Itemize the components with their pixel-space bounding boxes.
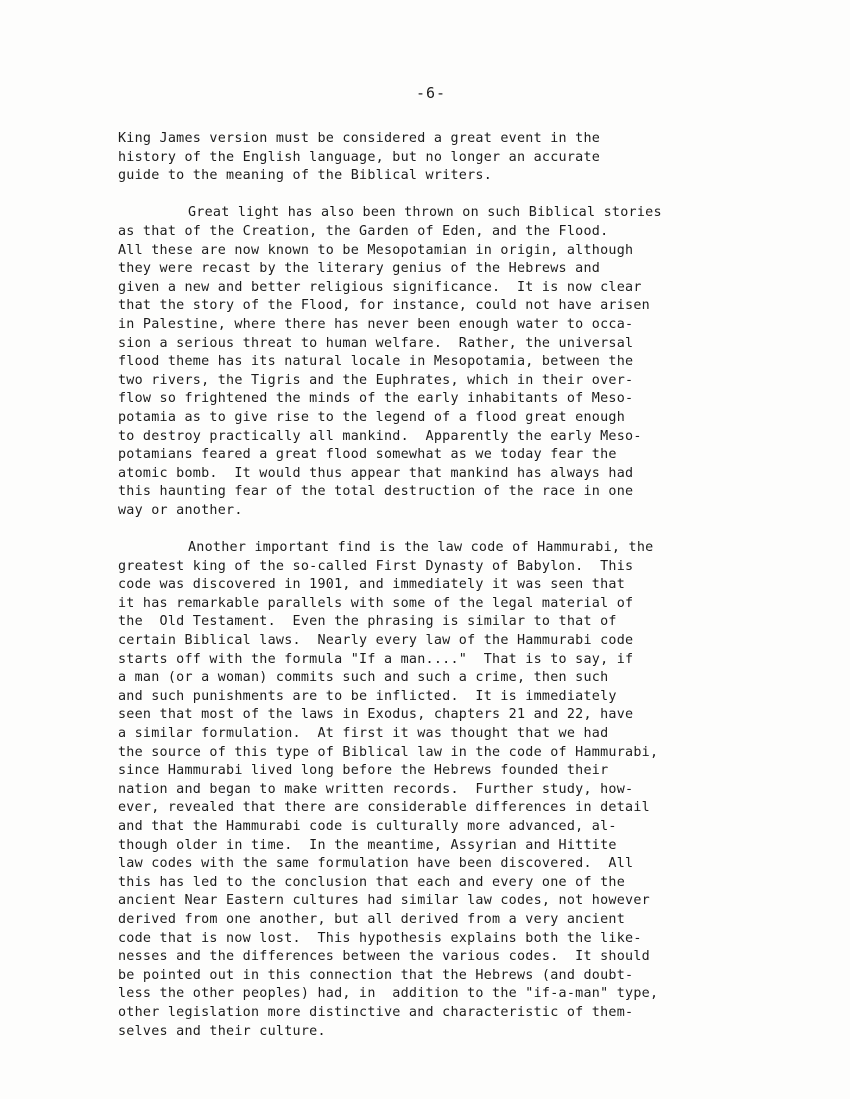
text-line: law codes with the same formulation have been discovered. All bbox=[118, 856, 634, 872]
text-line: the Old Testament. Even the phrasing is similar to that of bbox=[118, 614, 617, 630]
text-line: ever, revealed that there are considerable differences in detail bbox=[118, 800, 650, 816]
text-line: atomic bomb. It would thus appear that mankind has always had bbox=[118, 465, 634, 481]
text-line: derived from one another, but all derived from a very ancient bbox=[118, 911, 626, 927]
text-line: less the other peoples) had, in addition to the "if-a-man" type, bbox=[118, 986, 659, 1002]
paragraph-spacer bbox=[118, 520, 798, 539]
body-text bbox=[118, 130, 798, 1041]
text-line: seen that most of the laws in Exodus, chapters 21 and 22, have bbox=[118, 707, 634, 723]
text-line: this haunting fear of the total destruction of the race in one bbox=[118, 484, 634, 500]
text-line: given a new and better religious significance. It is now clear bbox=[118, 279, 642, 295]
text-line: to destroy practically all mankind. Apparently the early Meso- bbox=[118, 428, 642, 444]
text-line: guide to the meaning of the Biblical writers. bbox=[118, 168, 493, 184]
text-line: starts off with the formula "If a man...." That is to say, if bbox=[118, 651, 634, 667]
text-line: it has remarkable parallels with some of the legal material of bbox=[118, 595, 634, 611]
text-line: nation and began to make written records. Further study, how- bbox=[118, 781, 634, 797]
text-line: they were recast by the literary genius of the Hebrews and bbox=[118, 261, 601, 277]
text-line: King James version must be considered a great event in the bbox=[118, 131, 601, 146]
text-line: though older in time. In the meantime, Assyrian and Hittite bbox=[118, 837, 617, 853]
paragraph-continuation bbox=[118, 130, 798, 186]
text-line: ancient Near Eastern cultures had similar law codes, not however bbox=[118, 893, 650, 909]
paragraph-hammurabi-code bbox=[118, 539, 798, 1041]
text-line: two rivers, the Tigris and the Euphrates, which in their over- bbox=[118, 372, 634, 388]
text-line: nesses and the differences between the various codes. It should bbox=[118, 949, 650, 965]
text-line: Another important find is the law code of Hammurabi, the bbox=[188, 540, 654, 556]
text-line: this has led to the conclusion that each and every one of the bbox=[118, 874, 626, 890]
text-line: other legislation more distinctive and characteristic of them- bbox=[118, 1004, 634, 1020]
text-line: history of the English language, but no longer an accurate bbox=[118, 149, 601, 165]
text-line: flow so frightened the minds of the early inhabitants of Meso- bbox=[118, 391, 634, 407]
text-line: a similar formulation. At first it was thought that we had bbox=[118, 726, 609, 741]
text-line: certain Biblical laws. Nearly every law of the Hammurabi code bbox=[118, 633, 634, 649]
paragraph-flood-stories bbox=[118, 204, 798, 520]
text-line: Great light has also been thrown on such Biblical stories bbox=[188, 205, 662, 221]
text-line: All these are now known to be Mesopotamian in origin, although bbox=[118, 242, 634, 258]
page-number: -6- bbox=[415, 84, 447, 102]
paragraph-spacer bbox=[118, 186, 798, 205]
text-line: be pointed out in this connection that the Hebrews (and doubt- bbox=[118, 967, 634, 983]
text-line: that the story of the Flood, for instance, could not have arisen bbox=[118, 298, 650, 314]
text-line: potamia as to give rise to the legend of a flood great enough bbox=[118, 409, 626, 425]
text-line: a man (or a woman) commits such and such a crime, then such bbox=[118, 670, 609, 686]
text-line: way or another. bbox=[118, 502, 243, 518]
text-line: code was discovered in 1901, and immediately it was seen that bbox=[118, 577, 626, 593]
text-line: and that the Hammurabi code is culturally more advanced, al- bbox=[118, 818, 617, 834]
text-line: sion a serious threat to human welfare. Rather, the universal bbox=[118, 335, 634, 351]
text-line: the source of this type of Biblical law in the code of Hammurabi, bbox=[118, 744, 659, 760]
text-line: flood theme has its natural locale in Mesopotamia, between the bbox=[118, 354, 634, 370]
text-line: selves and their culture. bbox=[118, 1023, 326, 1039]
text-line: and such punishments are to be inflicted. It is immediately bbox=[118, 688, 617, 704]
text-line: as that of the Creation, the Garden of Eden, and the Flood. bbox=[118, 223, 609, 239]
text-line: in Palestine, where there has never been enough water to occa- bbox=[118, 316, 634, 332]
text-line: since Hammurabi lived long before the Hebrews founded their bbox=[118, 763, 609, 779]
text-line: potamians feared a great flood somewhat as we today fear the bbox=[118, 447, 617, 463]
text-line: greatest king of the so-called First Dynasty of Babylon. This bbox=[118, 558, 634, 574]
text-line: code that is now lost. This hypothesis explains both the like- bbox=[118, 930, 642, 946]
